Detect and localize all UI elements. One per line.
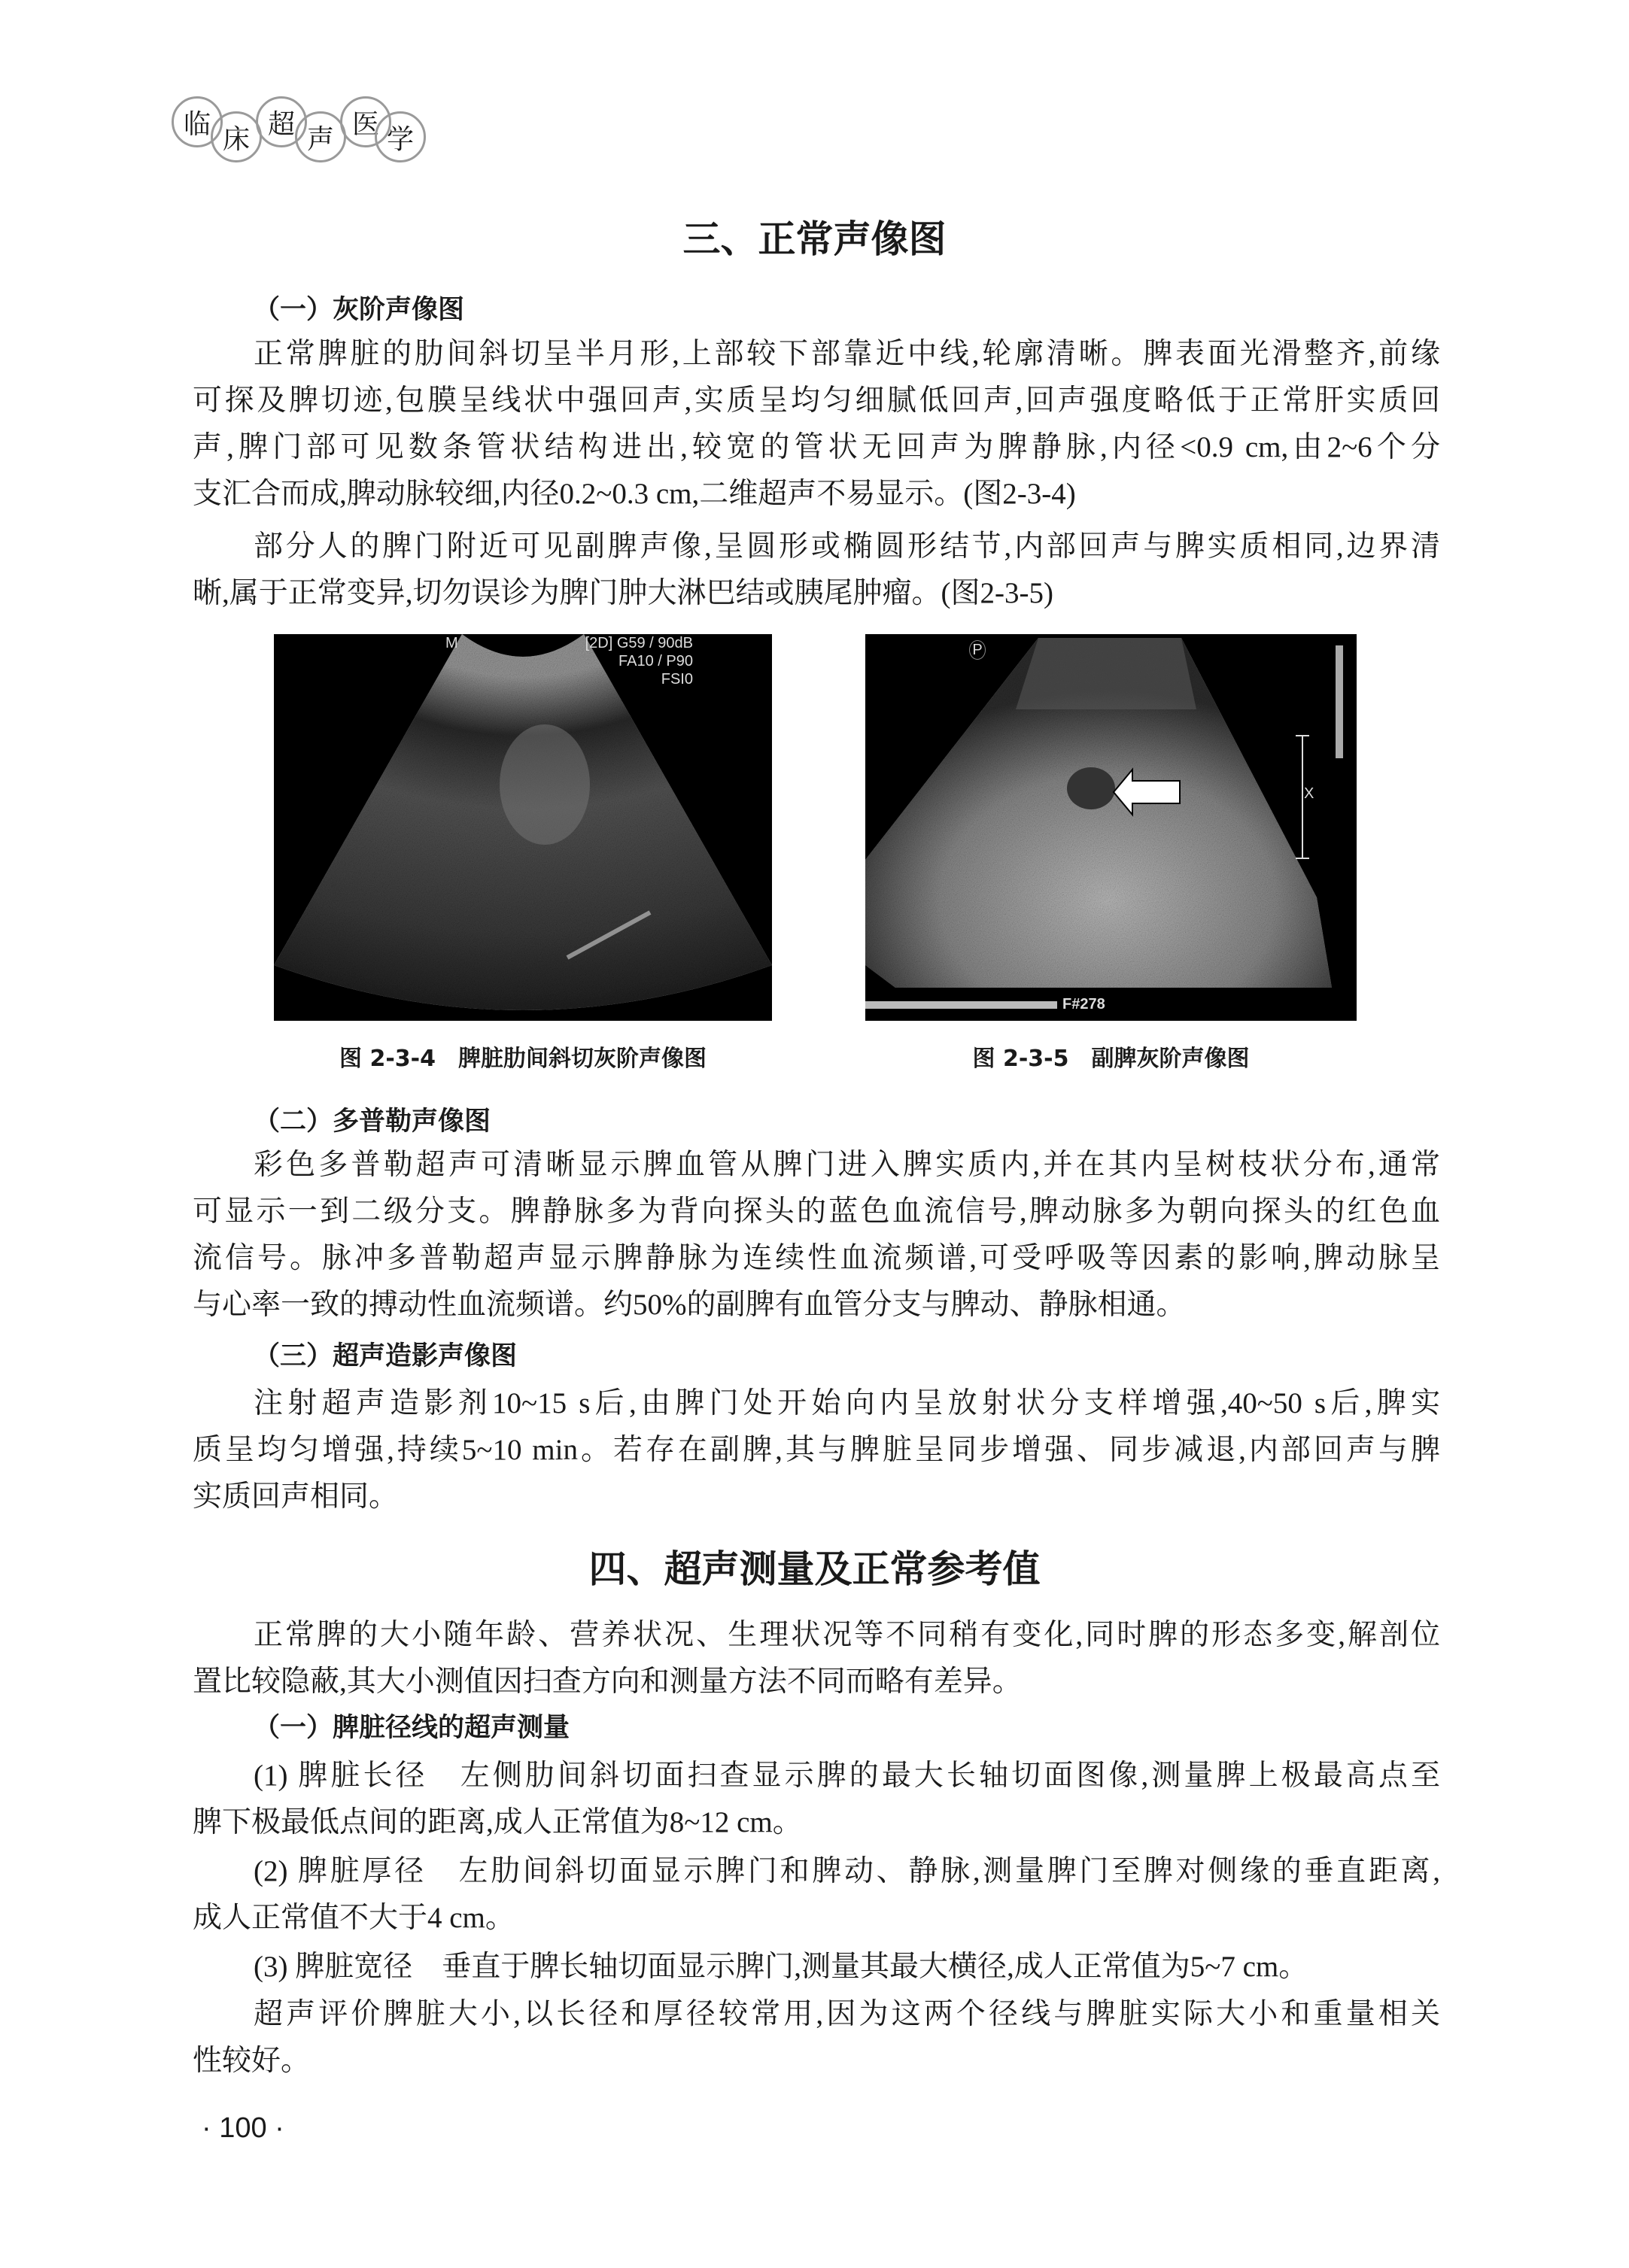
scan-parameter: [2D] G59 / 90dB [585,635,693,651]
text-line: 超声评价脾脏大小,以长径和厚径较常用,因为这两个径线与脾脏实际大小和重量相关 [254,1998,1440,2030]
focus-marker: X [1304,785,1314,802]
logo-char: 临 [172,96,223,147]
paragraph [193,1612,1440,1705]
text-line: 置比较隐蔽,其大小测值因扫查方向和测量方法不同而略有差异。 [193,1665,1022,1698]
text-line: 性较好。 [193,2045,311,2077]
subsection-heading: （一）脾脏径线的超声测量 [254,1713,570,1743]
text-line: 成人正常值不大于4 cm。 [193,1902,515,1934]
paragraph [193,1142,1440,1328]
subsection-heading: （一）灰阶声像图 [254,295,465,325]
text-line: 正常脾的大小随年龄、营养状况、生理状况等不同稍有变化,同时脾的形态多变,解剖位 [254,1619,1440,1651]
paragraph [193,524,1440,617]
text-line: (2) 脾脏厚径 左肋间斜切面显示脾门和脾动、静脉,测量脾门至脾对侧缘的垂直距离, [254,1855,1440,1887]
measurement-item [193,1753,1440,1846]
logo-char: 声 [295,111,346,162]
text-line: 可探及脾切迹,包膜呈线状中强回声,实质呈均匀细腻低回声,回声强度略低于正常肝实质回 [193,384,1440,417]
scan-parameter: FA10 / P90 [618,653,693,669]
measurement-item [193,1944,1440,1990]
page-number: · 100 · [202,2112,284,2144]
logo-char: 超 [256,96,307,147]
ultrasound-scan [865,634,1357,1021]
section-title: 四、超声测量及正常参考值 [588,1548,1041,1590]
text-line: 注射超声造影剂10~15 s后,由脾门处开始向内呈放射状分支样增强,40~50 s后,脾实 [254,1387,1440,1419]
paragraph [193,1380,1440,1520]
logo-char: 医 [340,96,391,147]
text-line: 晰,属于正常变异,切勿误诊为脾门肿大淋巴结或胰尾肿瘤。(图2-3-5) [193,577,1053,609]
measurement-item [193,1848,1440,1942]
text-line: 声,脾门部可见数条管状结构进出,较宽的管状无回声为脾静脉,内径<0.9 cm,由2~6个分 [193,431,1440,463]
logo-char: 学 [375,111,426,162]
text-line: 质呈均匀增强,持续5~10 min。若存在副脾,其与脾脏呈同步增强、同步减退,内部回声与脾 [193,1434,1440,1466]
figure-caption: 图 2-3-4 脾脏肋间斜切灰阶声像图 [339,1046,707,1072]
book-series-logo [172,96,427,172]
figure-caption: 图 2-3-5 副脾灰阶声像图 [972,1046,1250,1072]
orientation-marker: M [445,635,458,651]
paragraph [193,331,1440,518]
text-line: (3) 脾脏宽径 垂直于脾长轴切面显示脾门,测量其最大横径,成人正常值为5~7 cm。 [254,1951,1308,1983]
text-line: 脾下极最低点间的距离,成人正常值为8~12 cm。 [193,1806,802,1838]
scan-parameter: FSI0 [661,671,693,688]
text-line: 与心率一致的搏动性血流频谱。约50%的副脾有血管分支与脾动、静脉相通。 [193,1289,1186,1321]
logo-char: 床 [211,111,262,162]
text-line: 正常脾脏的肋间斜切呈半月形,上部较下部靠近中线,轮廓清晰。脾表面光滑整齐,前缘 [254,338,1440,370]
probe-marker: P [969,640,986,660]
subsection-heading: （三）超声造影声像图 [254,1341,518,1371]
frame-number: F#278 [1062,996,1105,1013]
ultrasound-scan [274,634,772,1021]
text-line: 彩色多普勒超声可清晰显示脾血管从脾门进入脾实质内,并在其内呈树枝状分布,通常 [254,1149,1440,1181]
section-title: 三、正常声像图 [682,218,947,260]
text-line: 实质回声相同。 [193,1480,399,1513]
text-line: 支汇合而成,脾动脉较细,内径0.2~0.3 cm,二维超声不易显示。(图2-3-4) [193,478,1076,510]
ultrasound-image-accessory-spleen [865,634,1357,1021]
ultrasound-image-spleen [274,634,772,1021]
text-line: 流信号。脉冲多普勒超声显示脾静脉为连续性血流频谱,可受呼吸等因素的影响,脾动脉呈 [193,1242,1440,1274]
text-line: (1) 脾脏长径 左侧肋间斜切面扫查显示脾的最大长轴切面图像,测量脾上极最高点至 [254,1759,1440,1792]
subsection-heading: （二）多普勒声像图 [254,1107,491,1137]
text-line: 可显示一到二级分支。脾静脉多为背向探头的蓝色血流信号,脾动脉多为朝向探头的红色血 [193,1195,1440,1228]
paragraph [193,1991,1440,2084]
text-line: 部分人的脾门附近可见副脾声像,呈圆形或椭圆形结节,内部回声与脾实质相同,边界清 [254,530,1440,563]
